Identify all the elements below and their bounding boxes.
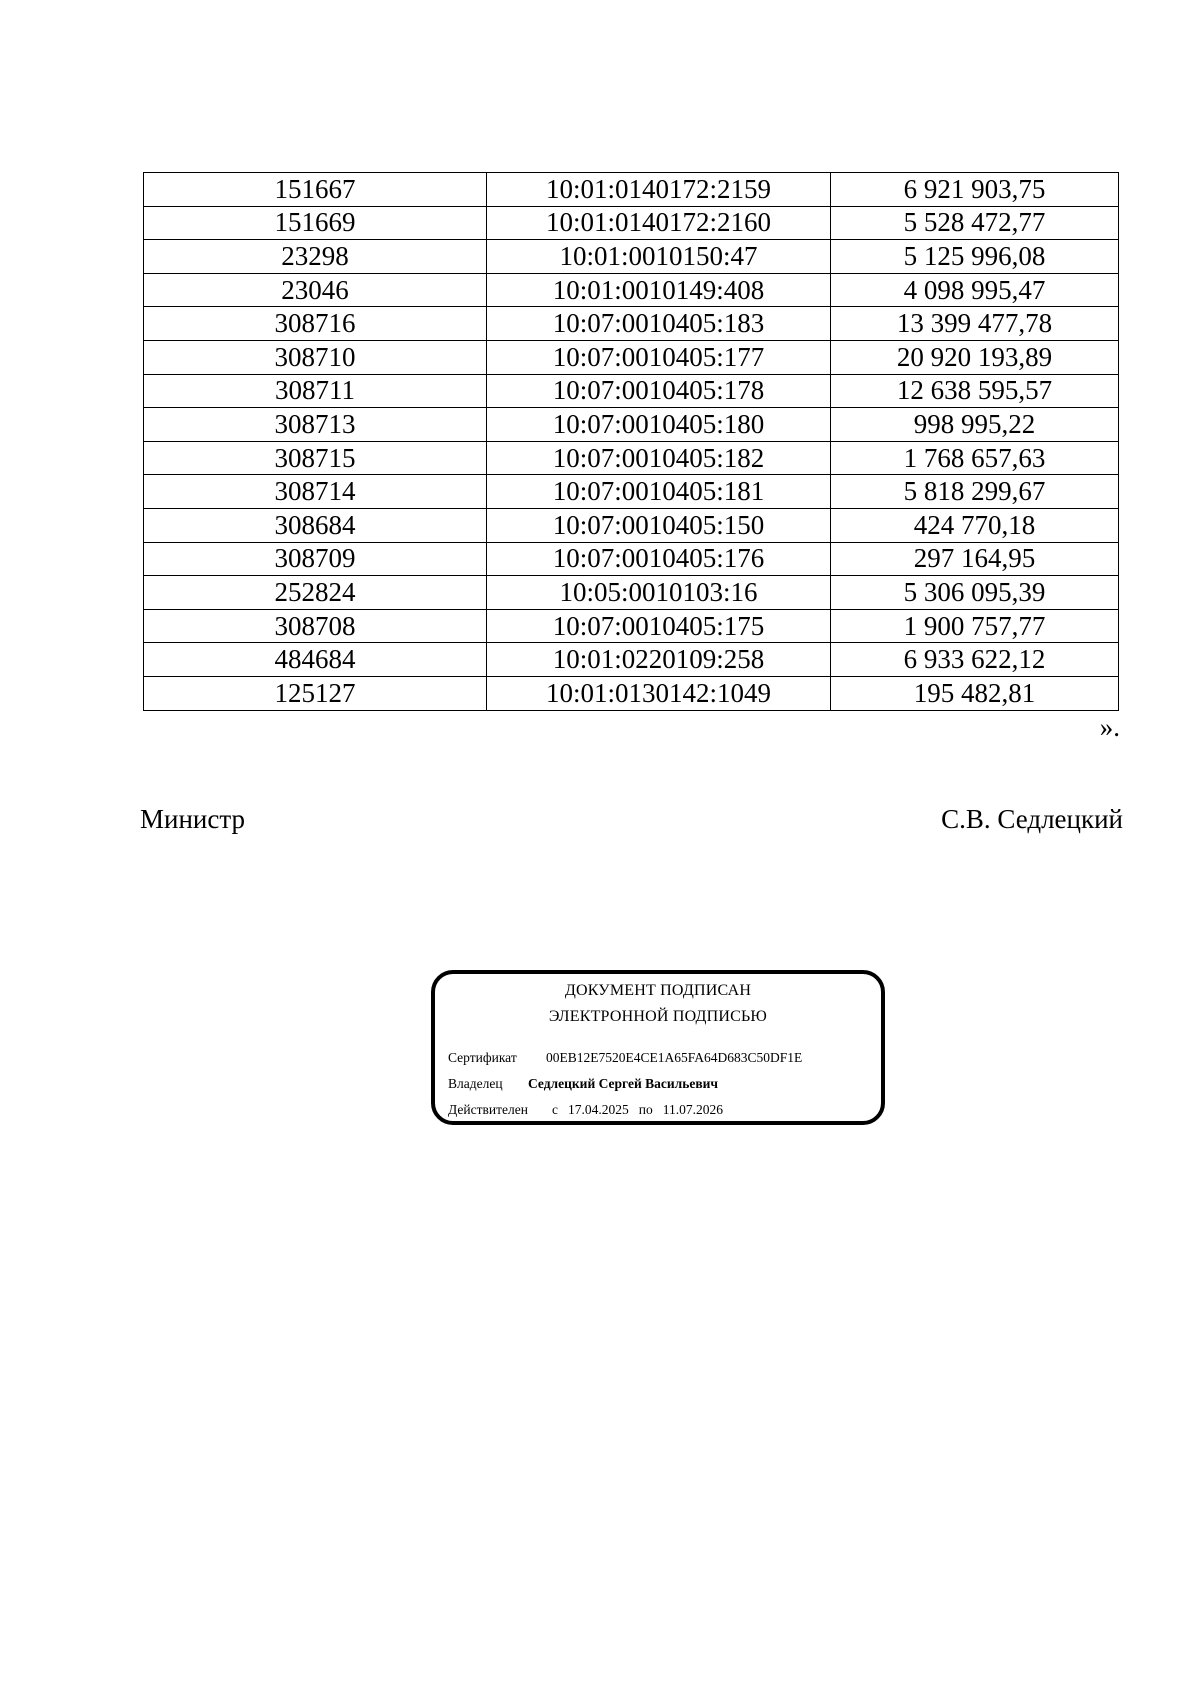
cell-cadastral-number: 10:07:0010405:183 (487, 307, 831, 341)
stamp-certificate-row (448, 1050, 802, 1066)
cell-cadastral-number: 10:01:0140172:2159 (487, 173, 831, 207)
closing-quote: ». (1099, 712, 1120, 742)
stamp-owner-label: Владелец (448, 1076, 503, 1091)
cell-value: 6 921 903,75 (831, 173, 1119, 207)
cell-value: 4 098 995,47 (831, 273, 1119, 307)
stamp-valid-from-prefix: с (552, 1102, 558, 1117)
cell-cadastral-number: 10:07:0010405:181 (487, 475, 831, 509)
cell-object-id: 308708 (144, 609, 487, 643)
cell-object-id: 308714 (144, 475, 487, 509)
cell-object-id: 308709 (144, 542, 487, 576)
cell-cadastral-number: 10:05:0010103:16 (487, 576, 831, 610)
cell-cadastral-number: 10:01:0010150:47 (487, 240, 831, 274)
stamp-validity-row (448, 1102, 723, 1118)
cell-value: 12 638 595,57 (831, 374, 1119, 408)
stamp-title-line1: ДОКУМЕНТ ПОДПИСАН (564, 982, 752, 999)
table-row (144, 340, 1119, 374)
cell-cadastral-number: 10:01:0130142:1049 (487, 676, 831, 710)
stamp-owner-value: Седлецкий Сергей Васильевич (528, 1076, 719, 1091)
cell-object-id: 23298 (144, 240, 487, 274)
cell-value: 5 125 996,08 (831, 240, 1119, 274)
table-row (144, 206, 1119, 240)
cell-cadastral-number: 10:07:0010405:176 (487, 542, 831, 576)
table-row (144, 508, 1119, 542)
table-row (144, 273, 1119, 307)
stamp-valid-to-prefix: по (638, 1102, 653, 1117)
stamp-valid-to: 11.07.2026 (662, 1102, 723, 1117)
cell-object-id: 484684 (144, 643, 487, 677)
cell-value: 5 528 472,77 (831, 206, 1119, 240)
cell-value: 1 768 657,63 (831, 441, 1119, 475)
cell-cadastral-number: 10:07:0010405:180 (487, 408, 831, 442)
cell-value: 424 770,18 (831, 508, 1119, 542)
cell-value: 1 900 757,77 (831, 609, 1119, 643)
cell-object-id: 308713 (144, 408, 487, 442)
cell-object-id: 23046 (144, 273, 487, 307)
cell-object-id: 308711 (144, 374, 487, 408)
table-row (144, 408, 1119, 442)
signatory-position: Министр (140, 804, 245, 834)
cell-value: 20 920 193,89 (831, 340, 1119, 374)
table-row (144, 441, 1119, 475)
registry-table (143, 172, 1119, 711)
table-row (144, 576, 1119, 610)
table-row (144, 609, 1119, 643)
cell-value: 998 995,22 (831, 408, 1119, 442)
table-row (144, 374, 1119, 408)
table-row (144, 475, 1119, 509)
cell-object-id: 125127 (144, 676, 487, 710)
cell-cadastral-number: 10:07:0010405:178 (487, 374, 831, 408)
table-row (144, 307, 1119, 341)
electronic-signature-stamp (431, 970, 885, 1125)
cell-cadastral-number: 10:07:0010405:177 (487, 340, 831, 374)
stamp-valid-from: 17.04.2025 (568, 1102, 629, 1117)
cell-object-id: 151667 (144, 173, 487, 207)
cell-cadastral-number: 10:01:0220109:258 (487, 643, 831, 677)
cell-object-id: 308684 (144, 508, 487, 542)
cell-object-id: 308715 (144, 441, 487, 475)
cell-value: 6 933 622,12 (831, 643, 1119, 677)
cell-value: 297 164,95 (831, 542, 1119, 576)
cell-object-id: 308710 (144, 340, 487, 374)
signatory-name: С.В. Седлецкий (941, 804, 1123, 834)
cell-value: 13 399 477,78 (831, 307, 1119, 341)
stamp-certificate-label: Сертификат (448, 1050, 517, 1065)
cell-object-id: 151669 (144, 206, 487, 240)
table-row (144, 173, 1119, 207)
table-row (144, 643, 1119, 677)
table-row (144, 542, 1119, 576)
stamp-valid-label: Действителен (448, 1102, 528, 1117)
cell-cadastral-number: 10:07:0010405:182 (487, 441, 831, 475)
table-row (144, 676, 1119, 710)
cell-cadastral-number: 10:07:0010405:150 (487, 508, 831, 542)
cell-value: 5 306 095,39 (831, 576, 1119, 610)
stamp-certificate-value: 00EB12E7520E4CE1A65FA64D683C50DF1E (546, 1050, 803, 1065)
cell-object-id: 308716 (144, 307, 487, 341)
cell-value: 195 482,81 (831, 676, 1119, 710)
cell-cadastral-number: 10:01:0140172:2160 (487, 206, 831, 240)
cell-cadastral-number: 10:07:0010405:175 (487, 609, 831, 643)
stamp-owner-row (448, 1076, 718, 1092)
cell-value: 5 818 299,67 (831, 475, 1119, 509)
stamp-title-line2: ЭЛЕКТРОННОЙ ПОДПИСЬЮ (548, 1008, 768, 1025)
cell-object-id: 252824 (144, 576, 487, 610)
table-row (144, 240, 1119, 274)
cell-cadastral-number: 10:01:0010149:408 (487, 273, 831, 307)
registry-table-body (144, 173, 1119, 711)
